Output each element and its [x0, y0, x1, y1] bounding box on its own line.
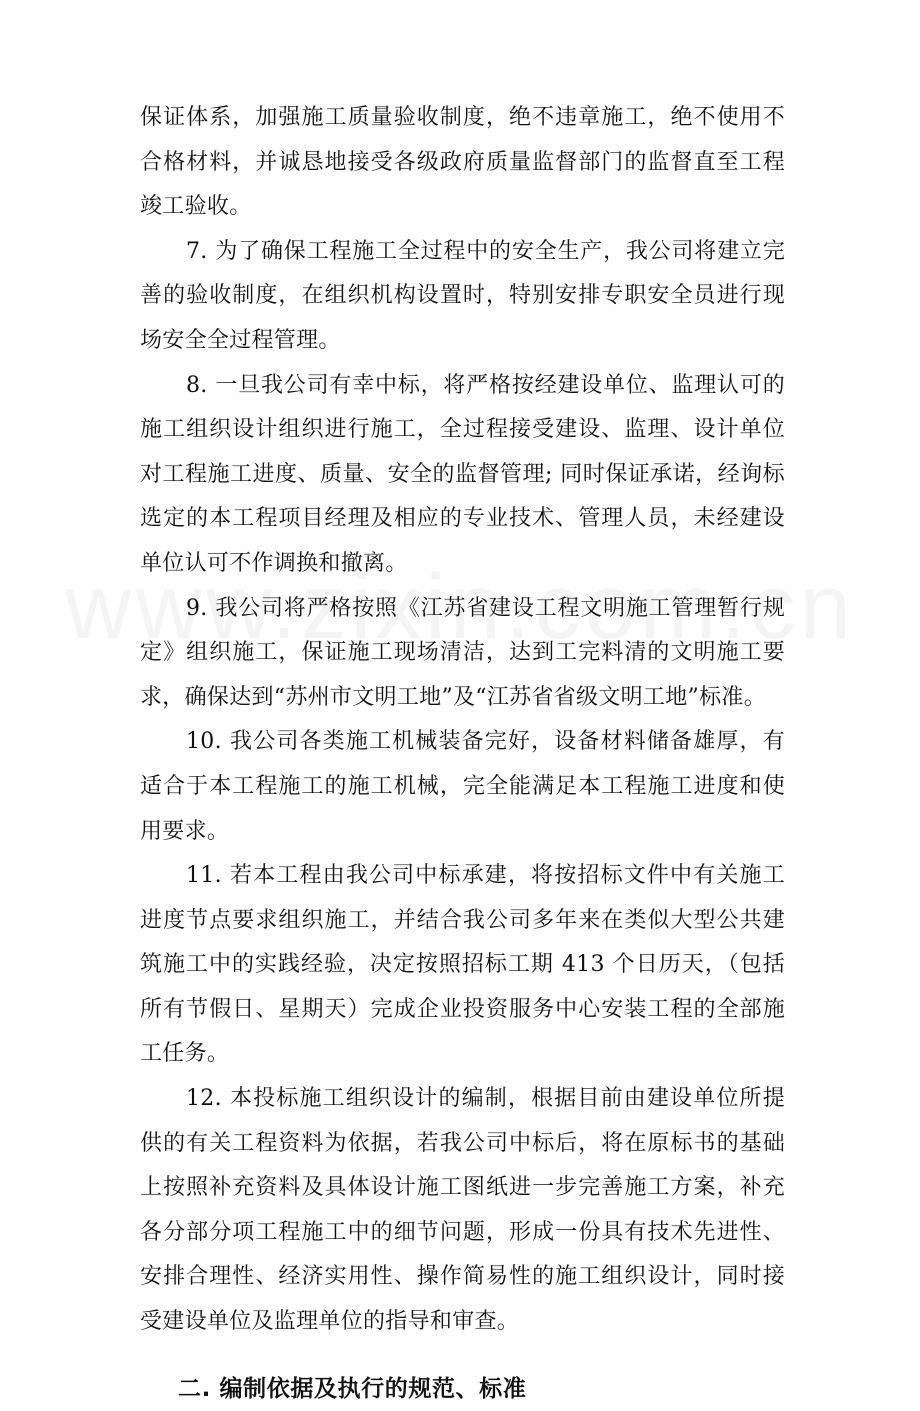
paragraph-item-7: 7. 为了确保工程施工全过程中的安全生产，我公司将建立完善的验收制度，在组织机构设置时，特别安排专职安全员进行现场安全全过程管理。: [140, 238, 785, 353]
paragraph-item-8: 8. 一旦我公司有幸中标，将严格按经建设单位、监理认可的施工组织设计组织进行施工，全过程接受建设、监理、设计单位对工程施工进度、质量、安全的监督管理; 同时保证承诺，经询标选定的本工程项目经理及相应的专业技术、管理人员，未经建设单位认可不作调换和撤离。: [140, 372, 785, 576]
paragraph-continuation: 保证体系，加强施工质量验收制度，绝不违章施工，绝不使用不合格材料，并诚恳地接受各级政府质量监督部门的监督直至工程竣工验收。: [140, 105, 785, 220]
paragraph-item-9: 9. 我公司将严格按照《江苏省建设工程文明施工管理暂行规定》组织施工，保证施工现场清洁，达到工完料清的文明施工要求，确保达到“苏州市文明工地”及“江苏省省级文明工地”标准。: [140, 595, 785, 710]
paragraph-item-10: 10. 我公司各类施工机械装备完好，设备材料储备雄厚，有适合于本工程施工的施工机械，完全能满足本工程施工进度和使用要求。: [140, 729, 785, 844]
section-heading: 二. 编制依据及执行的规范、标准: [178, 1375, 527, 1402]
document-body: [140, 96, 785, 1411]
paragraph-item-12: 12. 本投标施工组织设计的编制，根据目前由建设单位所提供的有关工程资料为依据，若我公司中标后，将在原标书的基础上按照补充资料及具体设计施工图纸进一步完善施工方案，补充各分部分项工程施工中的细节问题，形成一份具有技术先进性、安排合理性、经济实用性、操作简易性的施工组织设计，同时接受建设单位及监理单位的指导和审查。: [140, 1086, 785, 1335]
paragraph-item-11: 11. 若本工程由我公司中标承建，将按招标文件中有关施工进度节点要求组织施工，并结合我公司多年来在类似大型公共建筑施工中的实践经验，决定按照招标工期 413 个日历天，（包括所有节假日、星期天）完成企业投资服务中心安装工程的全部施工任务。: [140, 863, 785, 1067]
